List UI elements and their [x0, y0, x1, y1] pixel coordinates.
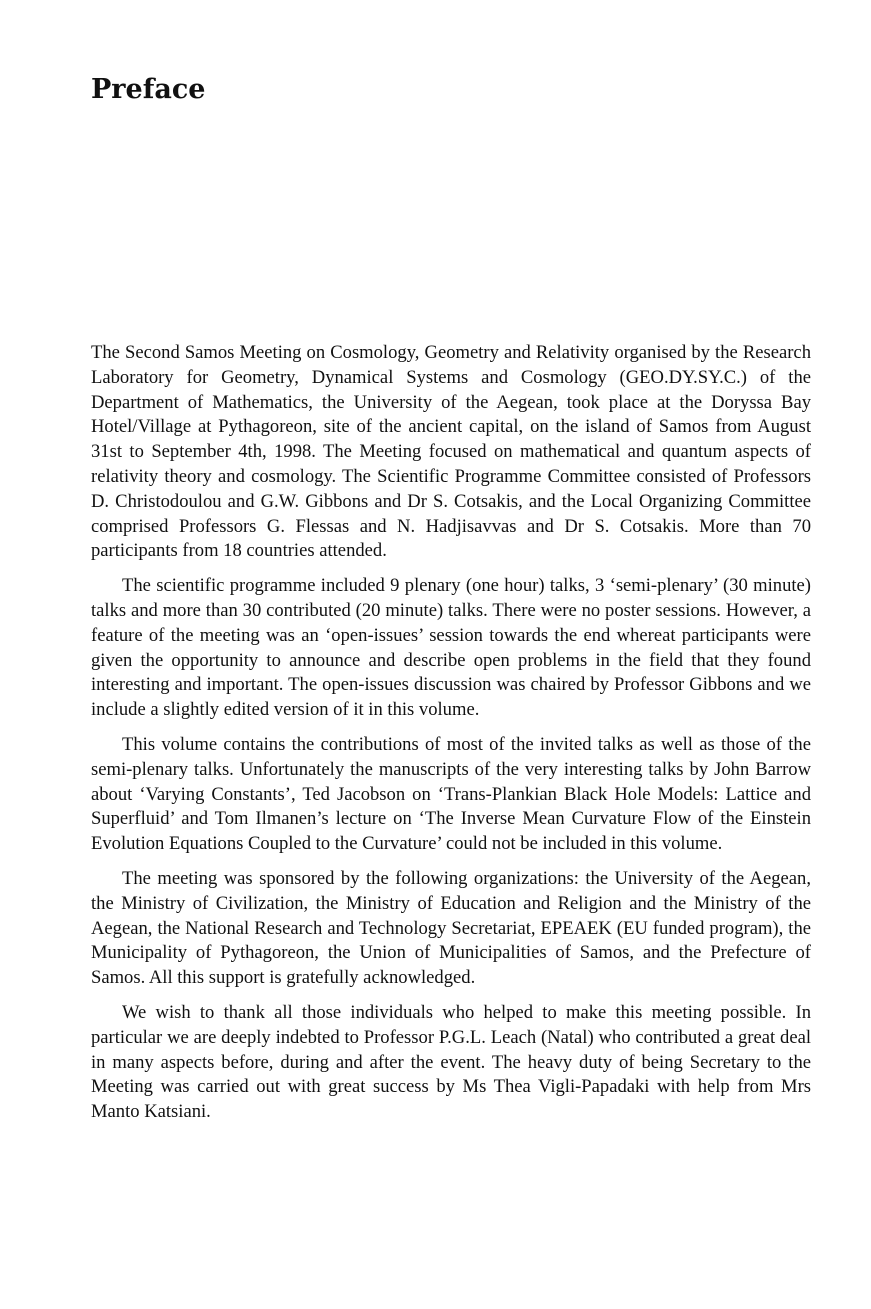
paragraph-meeting-overview: The Second Samos Meeting on Cosmology, Geometry and Relativity organised by the Research Laboratory for Geometry, Dynamical Systems and Cosmology (GEO.DY.SY.C.) of the Department of Mathematics, the University of the Aegean, took place at the Doryssa Bay Hotel/Village at Pythagoreon, site of the ancient capital, on the island of Samos from August 31st to September 4th, 1998. The Meeting focused on mathematical and quantum aspects of relativity theory and cosmology. The Scientific Programme Committee consisted of Professors D. Christodoulou and G.W. Gibbons and Dr S. Cotsakis, and the Local Organizing Committee comprised Professors G. Flessas and N. Hadjisavvas and Dr S. Cotsakis. More than 70 participants from 18 countries attended. — [91, 342, 811, 562]
preface-body — [91, 341, 811, 1135]
page-title: Preface — [91, 74, 206, 105]
paragraph-sponsors: The meeting was sponsored by the following organizations: the University of the Aegean, the Ministry of Civilization, the Ministry of Education and Religion and the Ministry of the Aegean, the National Research and Technology Secretariat, EPEAEK (EU funded program), the Municipality of Pythagoreon, the Union of Municipalities of Samos, and the Prefecture of Samos. All this support is gratefully acknowledged. — [91, 867, 811, 989]
paragraph-scientific-programme: The scientific programme included 9 plenary (one hour) talks, 3 ‘semi-plenary’ (30 minute) talks and more than 30 contributed (20 minute) talks. There were no poster sessions. However, a feature of the meeting was an ‘open-issues’ session towards the end whereat participants were given the opportunity to announce and describe open problems in the field that they found interesting and important. The open-issues discussion was chaired by Professor Gibbons and we include a slightly edited version of it in this volume. — [91, 575, 811, 721]
paragraph-acknowledgements: We wish to thank all those individuals who helped to make this meeting possible. In particular we are deeply indebted to Professor P.G.L. Leach (Natal) who contributed a great deal in many aspects before, during and after the event. The heavy duty of being Secretary to the Meeting was carried out with great success by Ms Thea Vigli-Papadaki with help from Mrs Manto Katsiani. — [91, 1001, 811, 1123]
paragraph-volume-contents: This volume contains the contributions of most of the invited talks as well as those of the semi-plenary talks. Unfortunately the manuscripts of the very interesting talks by John Barrow about ‘Varying Constants’, Ted Jacobson on ‘Trans-Plankian Black Hole Models: Lattice and Superfluid’ and Tom Ilmanen’s lecture on ‘The Inverse Mean Curvature Flow of the Einstein Evolution Equations Coupled to the Curvature’ could not be included in this volume. — [91, 733, 811, 855]
